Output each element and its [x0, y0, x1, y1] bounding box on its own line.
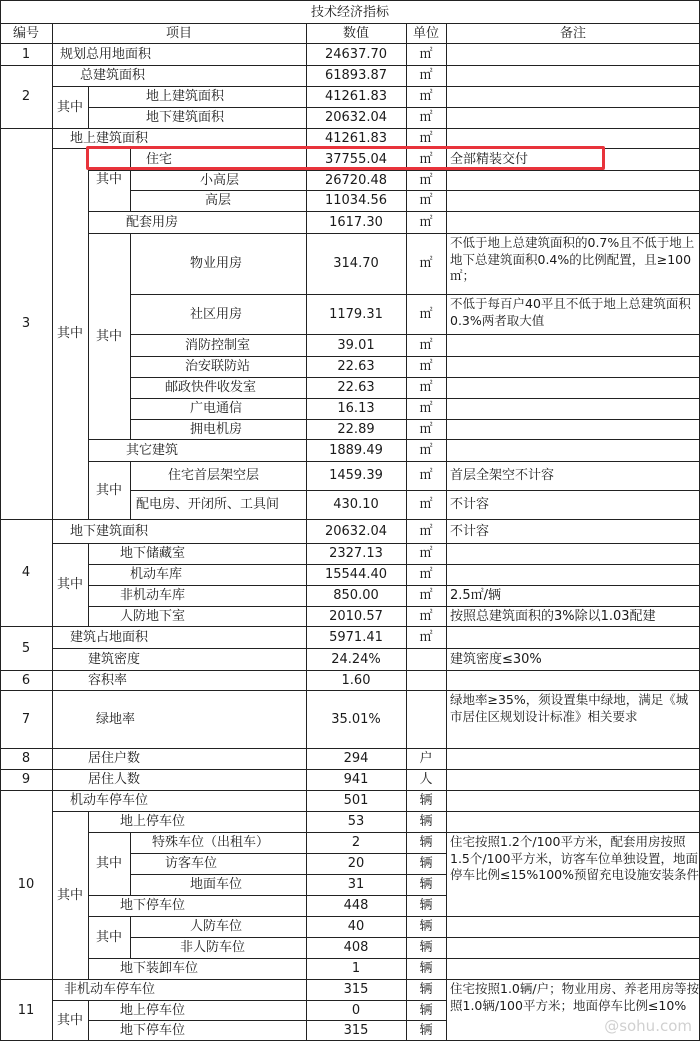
group-no-5: 5	[21, 640, 31, 656]
row-label-r36: 地下停车位	[120, 898, 186, 913]
grid-line	[0, 128, 700, 129]
qizhong-label: 其中	[95, 482, 122, 498]
grid-line	[130, 419, 700, 420]
grid-line	[130, 874, 446, 875]
row-value-r18: 1459.39	[329, 468, 383, 483]
group-no-3: 3	[21, 316, 31, 331]
row-value-r11: 1179.31	[329, 306, 383, 322]
row-value-r20: 20632.04	[324, 523, 388, 539]
row-unit-r30: 人	[419, 772, 433, 787]
row-no-r28: 7	[21, 711, 31, 727]
row-label-r28: 绿地率	[96, 711, 136, 727]
row-value-r24: 2010.57	[329, 608, 383, 624]
row-label-r17: 其它建筑	[126, 442, 179, 458]
row-label-r1: 规划总用地面积	[60, 46, 152, 62]
row-unit-r17: ㎡	[419, 442, 433, 458]
row-value-r34: 20	[347, 856, 365, 871]
grid-line	[130, 853, 446, 854]
group-no-11: 11	[17, 1002, 35, 1018]
row-label-r3: 地上建筑面积	[146, 89, 225, 104]
row-unit-r16: ㎡	[419, 421, 433, 437]
note-parking-11: 住宅按照1.0辆/户；物业用房、养老用房等按照1.0辆/100平方米；地面停车比例≤10%	[450, 981, 700, 1013]
row-label-r5: 地上建筑面积	[70, 130, 149, 146]
row-unit-r24: ㎡	[419, 608, 433, 624]
row-label-r20: 地下建筑面积	[70, 523, 149, 539]
row-value-r4: 20632.04	[324, 110, 388, 125]
qizhong-label: 其中	[95, 172, 122, 187]
row-label-r34: 访客车位	[165, 856, 218, 871]
row-unit-r13: ㎡	[419, 359, 433, 374]
row-note-r28: 绿地率≥35%，须设置集中绿地，满足《城市居住区规划设计标准》相关要求	[450, 692, 689, 724]
row-value-r16: 22.89	[337, 421, 375, 437]
row-label-r18: 住宅首层架空层	[168, 468, 260, 483]
row-label-r15: 广电通信	[190, 401, 243, 416]
grid-line	[0, 626, 700, 627]
row-label-r30: 居住人数	[88, 772, 141, 787]
row-label-r39: 地下装卸车位	[120, 961, 199, 976]
grid-line	[0, 0, 1, 1041]
header-unit: 单位	[412, 25, 439, 41]
row-value-r42: 315	[343, 1023, 369, 1038]
grid-line	[88, 233, 700, 234]
grid-line	[88, 148, 89, 519]
row-no-r1: 1	[21, 46, 31, 62]
row-value-r14: 22.63	[337, 380, 375, 395]
grid-line	[88, 461, 700, 462]
row-note-r26: 建筑密度≤30%	[450, 651, 542, 667]
grid-line	[88, 211, 700, 212]
row-label-r33: 特殊车位（出租车）	[152, 835, 270, 850]
row-unit-r9: ㎡	[419, 214, 433, 230]
row-note-r10: 不低于地上总建筑面积的0.7%且不低于地上地下总建筑面积0.4%的比例配置，且≥100㎡；	[450, 235, 695, 283]
qizhong-label: 其中	[56, 1013, 83, 1028]
grid-line	[306, 23, 307, 1041]
row-label-r23: 非机动车库	[120, 588, 186, 603]
row-label-r42: 地下停车位	[120, 1023, 186, 1038]
row-value-r21: 2327.13	[329, 546, 383, 561]
table-title: 技术经济指标	[310, 4, 389, 20]
grid-line	[130, 377, 700, 378]
row-label-r13: 治安联防站	[185, 359, 251, 374]
row-value-r13: 22.63	[337, 359, 375, 374]
grid-line	[52, 148, 700, 149]
row-note-r23: 2.5㎡/辆	[450, 588, 502, 603]
row-label-r16: 拥电机房	[190, 421, 243, 437]
grid-line	[88, 606, 700, 607]
grid-line	[446, 23, 447, 1041]
grid-line	[52, 543, 700, 544]
row-label-r22: 机动车库	[130, 567, 183, 582]
row-value-r27: 1.60	[341, 672, 371, 688]
row-value-r30: 941	[343, 772, 369, 787]
row-unit-r37: 辆	[419, 919, 433, 934]
grid-line	[88, 585, 700, 586]
grid-line	[52, 1000, 446, 1001]
grid-line	[406, 23, 407, 1041]
group-no-4: 4	[21, 565, 31, 580]
row-note-r6: 全部精装交付	[450, 151, 529, 167]
row-unit-r2: ㎡	[419, 68, 433, 83]
grid-line	[88, 107, 700, 108]
row-value-r2: 61893.87	[324, 68, 388, 83]
grid-line	[130, 334, 700, 335]
row-unit-r31: 辆	[419, 793, 433, 808]
grid-line	[88, 895, 446, 896]
row-label-r38: 非人防车位	[180, 940, 246, 955]
row-value-r15: 16.13	[337, 401, 375, 416]
header-item: 项目	[165, 25, 192, 41]
row-unit-r40: 辆	[419, 982, 433, 997]
row-value-r40: 315	[343, 982, 369, 997]
row-note-r19: 不计容	[450, 497, 490, 512]
qizhong-label: 其中	[56, 99, 83, 115]
row-unit-r29: 户	[419, 751, 433, 766]
row-value-r26: 24.24%	[331, 651, 381, 667]
row-label-r19: 配电房、开闭所、工具间	[136, 497, 280, 512]
row-unit-r39: 辆	[419, 961, 433, 976]
row-label-r29: 居住户数	[88, 751, 141, 766]
row-note-r24: 按照总建筑面积的3%除以1.03配建	[450, 608, 656, 624]
row-note-r20: 不计容	[450, 523, 490, 539]
row-unit-r42: 辆	[419, 1023, 433, 1038]
row-unit-r35: 辆	[419, 877, 433, 892]
row-label-r21: 地下储藏室	[120, 546, 186, 561]
row-value-r32: 53	[347, 814, 365, 829]
row-value-r36: 448	[343, 898, 369, 913]
row-label-r6: 住宅	[146, 151, 173, 167]
row-unit-r22: ㎡	[419, 567, 433, 582]
row-unit-r23: ㎡	[419, 588, 433, 603]
row-value-r28: 35.01%	[331, 711, 381, 727]
grid-line	[88, 832, 700, 833]
grid-line	[130, 832, 131, 895]
row-unit-r8: ㎡	[419, 193, 433, 208]
row-label-r37: 人防车位	[190, 919, 243, 934]
row-unit-r20: ㎡	[419, 523, 433, 539]
row-label-r9: 配套用房	[126, 214, 179, 230]
qizhong-label: 其中	[56, 326, 83, 341]
watermark: @sohu.com	[604, 1017, 692, 1035]
row-note-r11: 不低于每百户40平且不低于地上总建筑面积0.3%两者取大值	[450, 296, 691, 328]
row-value-r35: 31	[347, 877, 365, 892]
row-unit-r38: 辆	[419, 940, 433, 955]
row-value-r37: 40	[347, 919, 365, 934]
row-label-r4: 地下建筑面积	[146, 110, 225, 125]
grid-line	[0, 519, 700, 520]
row-value-r3: 41261.83	[324, 89, 388, 104]
row-unit-r25: ㎡	[419, 629, 433, 645]
group-no-2: 2	[21, 89, 31, 104]
grid-line	[130, 233, 131, 439]
row-value-r25: 5971.41	[329, 629, 383, 645]
row-value-r17: 1889.49	[329, 442, 383, 458]
row-label-r10: 物业用房	[190, 256, 243, 271]
row-unit-r3: ㎡	[419, 89, 433, 104]
row-unit-r33: 辆	[419, 835, 433, 850]
grid-line	[0, 790, 700, 791]
row-unit-r34: 辆	[419, 856, 433, 871]
row-label-r32: 地上停车位	[120, 814, 186, 829]
grid-line	[130, 356, 700, 357]
grid-line	[52, 811, 700, 812]
grid-line	[88, 958, 700, 959]
row-value-r41: 0	[351, 1002, 361, 1018]
group-no-10: 10	[17, 877, 35, 892]
grid-line	[130, 190, 700, 191]
grid-line	[0, 979, 700, 980]
row-unit-r12: ㎡	[419, 337, 433, 353]
row-value-r6: 37755.04	[324, 151, 388, 167]
grid-line	[130, 148, 131, 211]
row-unit-r41: 辆	[419, 1002, 433, 1018]
row-value-r31: 501	[343, 793, 369, 808]
row-value-r39: 1	[351, 961, 361, 976]
row-value-r9: 1617.30	[329, 214, 383, 230]
grid-line	[0, 670, 700, 671]
qizhong-label: 其中	[95, 856, 122, 871]
grid-line	[88, 916, 700, 917]
row-value-r8: 11034.56	[324, 193, 388, 208]
row-value-r7: 26720.48	[324, 172, 388, 188]
grid-line	[52, 86, 700, 87]
row-value-r1: 24637.70	[324, 46, 388, 62]
grid-line	[130, 490, 700, 491]
row-no-r29: 8	[21, 751, 31, 766]
row-value-r38: 408	[343, 940, 369, 955]
grid-line	[130, 937, 700, 938]
row-label-r27: 容积率	[88, 672, 128, 688]
row-unit-r4: ㎡	[419, 110, 433, 125]
grid-line	[52, 23, 53, 1041]
grid-line	[88, 439, 700, 440]
note-parking-10: 住宅按照1.2个/100平方米，配套用房按照1.5个/100平方米，访客车位单独设置，地面停车比例≤15%100%预留充电设施安装条件	[450, 834, 699, 882]
grid-line	[88, 1020, 446, 1021]
grid-line	[0, 769, 700, 770]
grid-line	[130, 294, 700, 295]
grid-line	[88, 564, 700, 565]
row-value-r23: 850.00	[333, 588, 379, 603]
row-unit-r5: ㎡	[419, 130, 433, 146]
row-label-r24: 人防地下室	[120, 608, 186, 624]
row-unit-r6: ㎡	[419, 151, 433, 167]
row-label-r14: 邮政快件收发室	[165, 380, 257, 395]
header-value: 数值	[342, 25, 369, 41]
row-note-r18: 首层全架空不计容	[450, 468, 555, 483]
row-value-r5: 41261.83	[324, 130, 388, 146]
row-label-r41: 地上停车位	[120, 1002, 186, 1018]
row-unit-r10: ㎡	[419, 256, 433, 271]
grid-line	[88, 170, 700, 171]
row-label-r7: 小高层	[200, 172, 240, 188]
row-label-r31: 机动车停车位	[70, 793, 149, 808]
row-label-r35: 地面车位	[190, 877, 243, 892]
grid-line	[0, 0, 700, 1]
row-unit-r36: 辆	[419, 898, 433, 913]
row-label-r2: 总建筑面积	[80, 68, 146, 83]
row-label-r8: 高层	[205, 193, 232, 208]
row-unit-r18: ㎡	[419, 468, 433, 483]
row-label-r26: 建筑密度	[88, 651, 141, 667]
row-label-r12: 消防控制室	[185, 337, 251, 353]
row-value-r29: 294	[343, 751, 369, 766]
row-value-r12: 39.01	[337, 337, 375, 353]
row-unit-r11: ㎡	[419, 306, 433, 322]
row-unit-r15: ㎡	[419, 401, 433, 416]
header-note: 备注	[559, 25, 586, 41]
grid-line	[52, 648, 700, 649]
row-unit-r7: ㎡	[419, 172, 433, 188]
qizhong-label: 其中	[95, 929, 122, 945]
row-label-r25: 建筑占地面积	[70, 629, 149, 645]
row-unit-r1: ㎡	[419, 46, 433, 62]
row-label-r40: 非机动车停车位	[64, 982, 156, 997]
row-unit-r14: ㎡	[419, 380, 433, 395]
row-value-r10: 314.70	[333, 256, 379, 271]
row-value-r33: 2	[351, 835, 361, 850]
qizhong-label: 其中	[95, 328, 122, 344]
row-label-r11: 社区用房	[190, 306, 243, 322]
row-no-r30: 9	[21, 772, 31, 787]
row-value-r19: 430.10	[333, 497, 379, 512]
header-no: 编号	[12, 25, 39, 41]
row-no-r27: 6	[21, 672, 31, 688]
grid-line	[0, 690, 700, 691]
row-value-r22: 15544.40	[324, 567, 388, 582]
qizhong-label: 其中	[56, 887, 83, 903]
row-unit-r19: ㎡	[419, 497, 433, 512]
grid-line	[130, 398, 700, 399]
qizhong-label: 其中	[56, 577, 83, 592]
grid-line	[0, 65, 700, 66]
row-unit-r21: ㎡	[419, 546, 433, 561]
row-unit-r32: 辆	[419, 814, 433, 829]
grid-line	[0, 748, 700, 749]
